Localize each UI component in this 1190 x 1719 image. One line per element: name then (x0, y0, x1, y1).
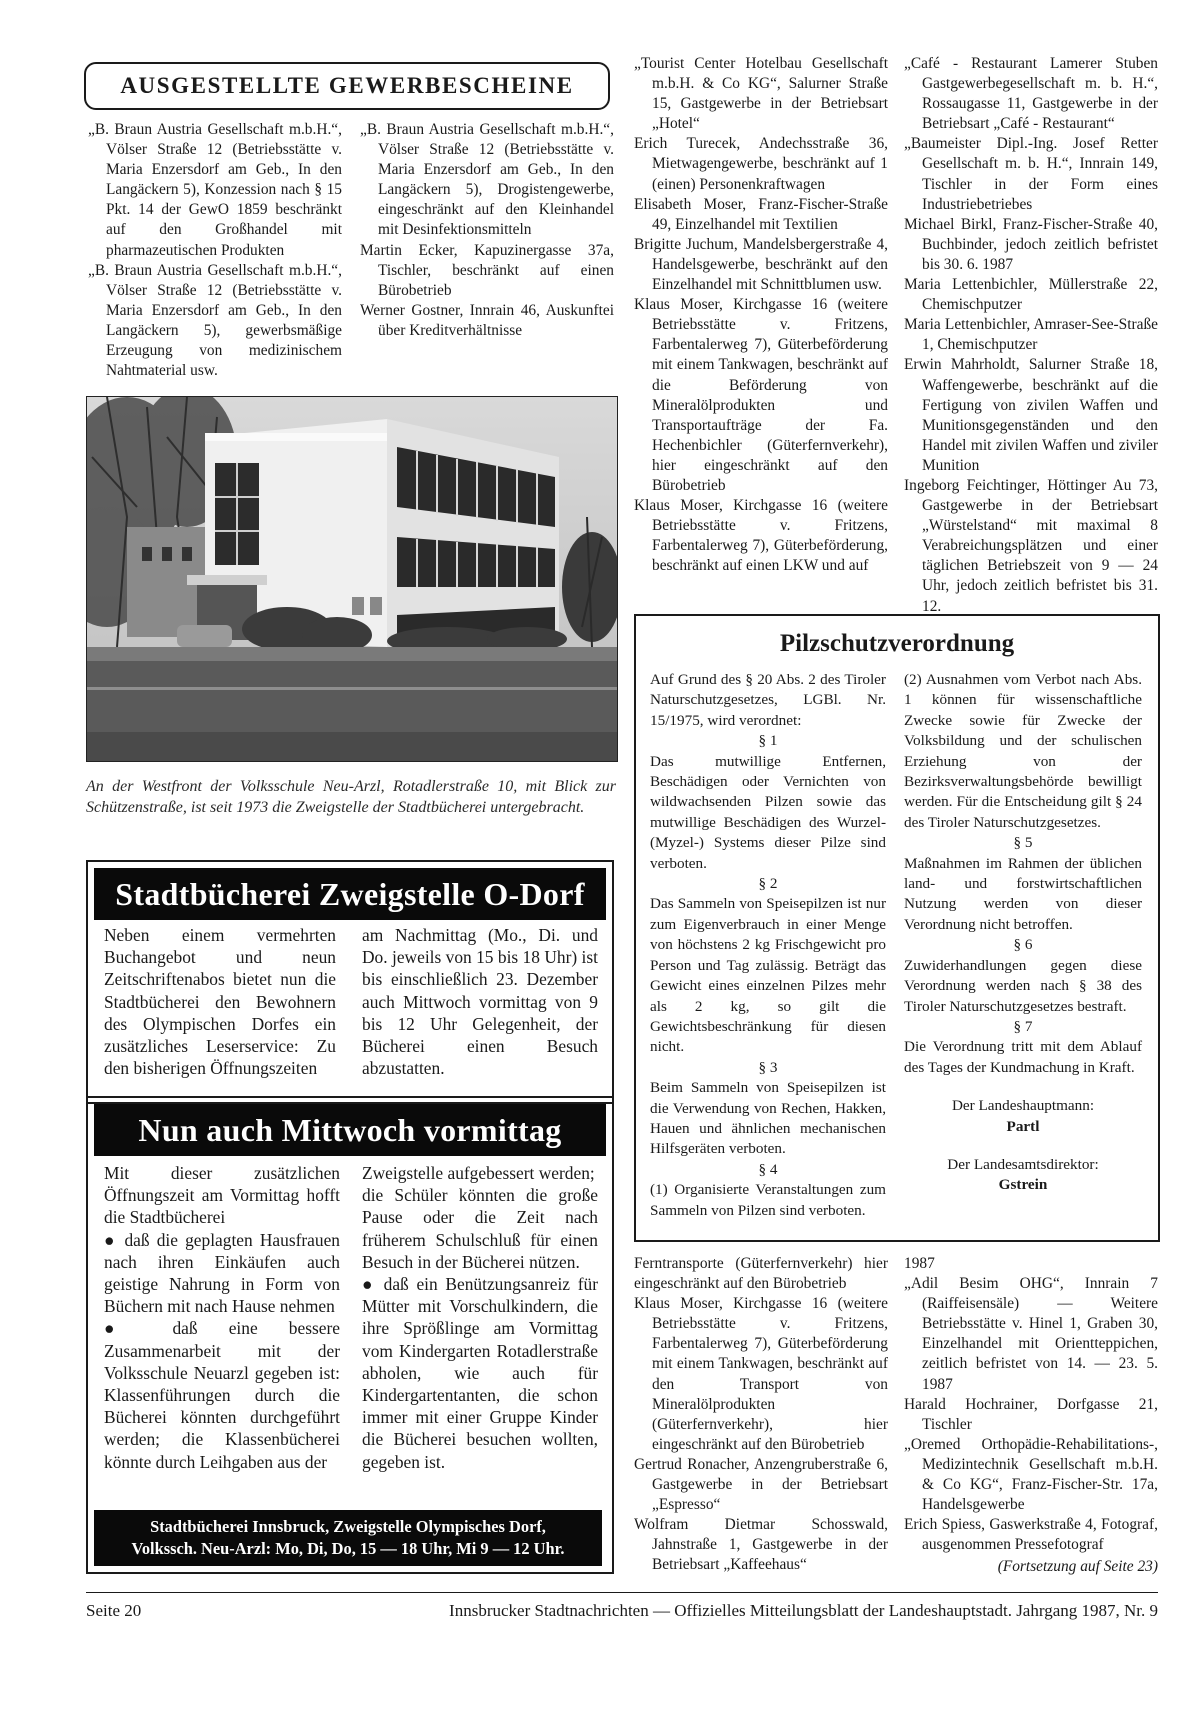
section-heading: § 6 (1013, 936, 1033, 954)
library-bullet-item: ● daß die geplagten Hausfrauen nach ihren Einkäufen auch geistige Nahrung in Form von Büchern mit nach Hause nehmen (104, 1229, 341, 1317)
trade-license-entry: Werner Gostner, Innrain 46, Auskunftei über Kreditverhältnisse (360, 301, 614, 339)
trade-license-entry: 1987 (904, 1255, 935, 1272)
trade-license-entry: Martin Ecker, Kapuzinergasse 37a, Tischler, beschränkt auf einen Bürobetrieb (360, 241, 614, 299)
trade-license-entry: „B. Braun Austria Gesellschaft m.b.H.“, Völser Straße 12 (Betriebsstätte v. Maria Enzersdorf am Geb., In den Langäckern 5), gewerbsmäßige Erzeugung von medizinischem Nahtmaterial usw. (88, 261, 342, 380)
trade-license-entry: „B. Braun Austria Gesellschaft m.b.H.“, Völser Straße 12 (Betriebsstätte v. Maria Enzersdorf am Geb., In den Langäckern 5), Konzession nach § 15 Pkt. 14 der GewO 1859 beschränkt auf den Großhandel mit pharmazeutischen Produkten (88, 121, 342, 259)
trade-license-entry: Klaus Moser, Kirchgasse 16 (weitere Betriebsstätte v. Fritzens, Farbentalerweg 7), Güterbeförderung, beschränkt auf einen LKW und auf (634, 497, 888, 575)
library-wednesday-text-right (362, 1162, 598, 1473)
library-announcement-text-left: Neben einem vermehrten Buchangebot und neun Zeitschriftenabos bietet nun die Stadtbücherei den Bewohnern des Olympischen Dorfes ein zusätzliches Leserservice: Zu den bisherigen Öffnungszeiten (104, 925, 336, 1079)
school-building-illustration (87, 397, 617, 761)
regulation-intro: Auf Grund des § 20 Abs. 2 des Tiroler Naturschutzgesetzes, LGBl. Nr. 15/1975, wird verordnet: (650, 671, 886, 729)
library-hours-line-1: Stadtbücherei Innsbruck, Zweigstelle Olympisches Dorf, (150, 1517, 546, 1536)
trade-license-entry: Klaus Moser, Kirchgasse 16 (weitere Betriebsstätte v. Fritzens, Farbentalerweg 7), Güterbeförderung mit einem Tankwagen, beschränkt auf die Beförderung von Mineralölprodukten und Transportaufträge der Fa. Hechenbichler (Güterfernverkehr), hier eingeschränkt auf den Bürobetrieb (634, 296, 888, 494)
library-paragraph: die Schüler könnten die große Pause oder die Zeit nach früherem Schulschluß für einen Besuch in der Bücherei nützen. (362, 1185, 598, 1272)
trade-license-entry: Michael Birkl, Franz-Fischer-Straße 40, Buchbinder, jedoch zeitlich befristet bis 30. 6. 1987 (904, 215, 1158, 273)
trade-license-entry: Brigitte Juchum, Mandelsbergerstraße 4, Handelsgewerbe, beschränkt auf den Einzelhandel mit Schnittblumen usw. (634, 235, 888, 294)
mushroom-regulation-column-left (650, 670, 886, 1221)
publication-line: Innsbrucker Stadtnachrichten — Offizielles Mitteilungsblatt der Landeshauptstadt. Jahrgang 1987, Nr. 9 (449, 1601, 1158, 1620)
library-paragraph: Mit dieser zusätzlichen Öffnungszeit am Vormittag hofft die Stadtbücherei (104, 1163, 340, 1228)
section-heading: § 4 (758, 1160, 778, 1178)
bullet-icon: ● (104, 1318, 142, 1339)
section-text: Die Verordnung tritt mit dem Ablauf des Tages der Kundmachung in Kraft. (904, 1038, 1142, 1076)
library-bullet-item: ● daß eine bessere Zusammenarbeit mit der Volksschule Neuarzl gegeben ist: Klassenführungen durch die Bücherei könnten durchgeführt werden; die Klassenbücherei könnte durch Leihgaben aus der (104, 1318, 340, 1472)
library-hours-line-2: Volkssch. Neu-Arzl: Mo, Di, Do, 15 — 18 Uhr, Mi 9 — 12 Uhr. (131, 1539, 565, 1558)
mushroom-regulation-column-right (904, 670, 1142, 1196)
section-heading: § 5 (1013, 834, 1033, 852)
trade-license-column-1 (88, 120, 342, 381)
trade-license-entry: „Oremed Orthopädie-Rehabilitations-, Medizintechnik Gesellschaft m.b.H. & Co KG“, Franz-Fischer-Str. 17a, Handelsgewerbe (904, 1435, 1158, 1514)
mushroom-regulation-title: Pilzschutzverordnung (779, 630, 1015, 657)
library-wednesday-title: Nun auch Mittwoch vormittag (94, 1104, 606, 1156)
section-text: Beim Sammeln von Speisepilzen ist die Verwendung von Rechen, Hakken, Hauen und ähnlichen mechanischen Hilfsgeräten verboten. (650, 1079, 886, 1158)
signatory-role: Der Landesamtsdirektor: (947, 1155, 1099, 1173)
trade-license-entry: Ferntransporte (Güterfernverkehr) hier eingeschränkt auf den Bürobetrieb (634, 1255, 888, 1293)
school-building-photo (86, 396, 618, 762)
page-number: Seite 20 (86, 1601, 142, 1620)
section-heading: § 2 (758, 875, 778, 893)
section-heading: § 7 (1013, 1017, 1033, 1035)
section-heading: § 1 (758, 732, 778, 750)
section-text: Das Sammeln von Speisepilzen ist nur zum Eigenverbrauch in einer Menge von höchstens 2 kg Frischgewicht pro Person und Tag zulässig. Beträgt das Gewicht eines einzelnen Pilzes mehr als 2 kg, so gilt die Gewichtsbeschränkung für diesen nicht. (650, 895, 886, 1056)
section-heading-text: AUSGESTELLTE GEWERBESCHEINE (120, 73, 574, 98)
trade-license-entry: Klaus Moser, Kirchgasse 16 (weitere Betriebsstätte v. Fritzens, Farbentalerweg 7), Güterbeförderung mit einem Tankwagen, beschränkt auf den Transport von Mineralölprodukten (Güterfernverkehr), hier eingeschränkt auf den Bürobetrieb (634, 1295, 888, 1453)
photo-caption: An der Westfront der Volksschule Neu-Arzl, Rotadlerstraße 10, mit Blick zur Schützenstraße, ist seit 1973 die Zweigstelle der Stadtbücherei untergebracht. (86, 778, 616, 816)
trade-license-entry: Harald Hochrainer, Dorfgasse 21, Tischler (904, 1395, 1158, 1433)
section-text: Das mutwillige Entfernen, Beschädigen oder Vernichten von wildwachsenden Pilzen sowie das mutwillige Beschädigen des Wurzel- (Myzel-) Systems dieser Pilze sind verboten. (650, 752, 886, 872)
trade-license-entry: Erich Spiess, Gaswerkstraße 4, Fotograf, ausgenommen Pressefotograf (904, 1516, 1158, 1554)
trade-license-entry: Erwin Mahrholdt, Salurner Straße 18, Waffengewerbe, beschränkt auf die Fertigung von zivilen Waffen und Munitionsgegenständen und den Handel mit zivilen Waffen und ziviler Munition (904, 356, 1158, 474)
trade-license-entry: „Tourist Center Hotelbau Gesellschaft m.b.H. & Co KG“, Salurner Straße 15, Gastgewerbe in der Betriebsart „Hotel“ (634, 55, 888, 133)
trade-license-entry: Maria Lettenbichler, Müllerstraße 22, Chemischputzer (904, 276, 1158, 314)
footer-divider (86, 1592, 1158, 1593)
bullet-icon: ● (104, 1229, 118, 1250)
trade-license-column-3-continued (634, 1254, 888, 1576)
signatory-name: Partl (1006, 1117, 1040, 1135)
trade-license-entry: Maria Lettenbichler, Amraser-See-Straße 1, Chemischputzer (904, 316, 1158, 354)
trade-license-entry: „Adil Besim OHG“, Innrain 7 (Raiffeisensäle) — Weitere Betriebsstätte v. Hinel 1, Graben 30, Einzelhandel mit Orientteppichen, zeitlich befristet von 14. — 23. 5. 1987 (904, 1275, 1158, 1393)
trade-license-entry: Gertrud Ronacher, Anzengruberstraße 6, Gastgewerbe in der Betriebsart „Espresso“ (634, 1455, 888, 1514)
trade-license-column-3 (634, 54, 888, 576)
section-heading: § 3 (758, 1058, 778, 1076)
trade-license-entry: Ingeborg Feichtinger, Höttinger Au 73, Gastgewerbe in der Betriebsart „Würstelstand“ mit maximal 8 Verabreichungsplätzen und einer täglichen Betriebszeit von 9 — 24 Uhr, jedoch zeitlich befristet bis 31. 12. (904, 476, 1158, 615)
section-heading-gewerbescheine (84, 62, 610, 110)
trade-license-entry: Elisabeth Moser, Franz-Fischer-Straße 49, Einzelhandel mit Textilien (634, 195, 888, 233)
trade-license-entry: „Café - Restaurant Lamerer Stuben Gastgewerbegesellschaft m. b. H.“, Rossaugasse 11, Gastgewerbe in der Betriebsart „Café - Restaurant“ (904, 55, 1158, 133)
continued-note: (Fortsetzung auf Seite 23) (997, 1558, 1158, 1576)
library-announcement-text-right: am Nachmittag (Mo., Di. und Do. jeweils von 15 bis 18 Uhr) ist bis einschließlich 23. Dezember auch Mittwoch vormittag von 9 bis 12 Uhr Gelegenheit, der Bücherei einen Besuch abzustatten. (362, 925, 598, 1079)
trade-license-entry: Wolfram Dietmar Schosswald, Jahnstraße 1, Gastgewerbe in der Betriebsart „Kaffeehaus“ (634, 1516, 888, 1574)
trade-license-column-2 (360, 120, 614, 341)
library-hours-banner (94, 1510, 602, 1566)
library-announcement-box (86, 860, 614, 1104)
section-text: Zuwiderhandlungen gegen diese Verordnung werden nach § 38 des Tiroler Naturschutzgesetzes bestraft. (904, 956, 1142, 1015)
trade-license-entry: Erich Turecek, Andechsstraße 36, Mietwagengewerbe, beschränkt auf 1 (einen) Personenkraftwagen (634, 135, 888, 193)
trade-license-entry: „Baumeister Dipl.-Ing. Josef Retter Gesellschaft m. b. H.“, Innrain 149, Tischler in der Form eines Industriebetriebes (904, 135, 1158, 213)
section-text: (2) Ausnahmen vom Verbot nach Abs. 1 können für wissenschaftliche Zwecke sowie für Zwecke der Volksbildung und der schulischen Erziehung von der Bezirksverwaltungsbehörde bewilligt werden. Für die Entscheidung gilt § 24 des Tiroler Naturschutzgesetzes. (904, 671, 1142, 831)
library-wednesday-box (86, 1096, 614, 1574)
section-text: (1) Organisierte Veranstaltungen zum Sammeln von Pilzen sind verboten. (650, 1181, 886, 1219)
trade-license-entry: „B. Braun Austria Gesellschaft m.b.H.“, Völser Straße 12 (Betriebsstätte v. Maria Enzersdorf am Geb., In den Langäckern 5), Drogistengewerbe, eingeschränkt auf den Kleinhandel mit Desinfektionsmitteln (360, 121, 614, 239)
signatory-name: Gstrein (998, 1176, 1048, 1194)
library-wednesday-text-left (104, 1162, 340, 1473)
library-bullet-item: ● daß ein Benützungsanreiz für Mütter mit Vorschulkindern, die ihre Sprößlinge am Vormittag vom Kindergarten Rotadlerstraße abholen, wie auch für Kindergartentanten, die schon immer mit einer Gruppe Kinder die Bücherei besuchen wollten, gegeben ist. (362, 1274, 599, 1472)
library-announcement-title: Stadtbücherei Zweigstelle O-Dorf (94, 868, 606, 920)
trade-license-column-4-continued (904, 1254, 1158, 1578)
bullet-icon: ● (362, 1274, 376, 1295)
signatory-role: Der Landeshauptmann: (951, 1097, 1095, 1115)
section-text: Maßnahmen im Rahmen der üblichen land- und forstwirtschaftlichen Nutzung werden von dieser Verordnung nicht betroffen. (904, 854, 1142, 933)
library-paragraph: Zweigstelle aufgebessert werden; (362, 1163, 595, 1183)
trade-license-column-4 (904, 54, 1158, 617)
